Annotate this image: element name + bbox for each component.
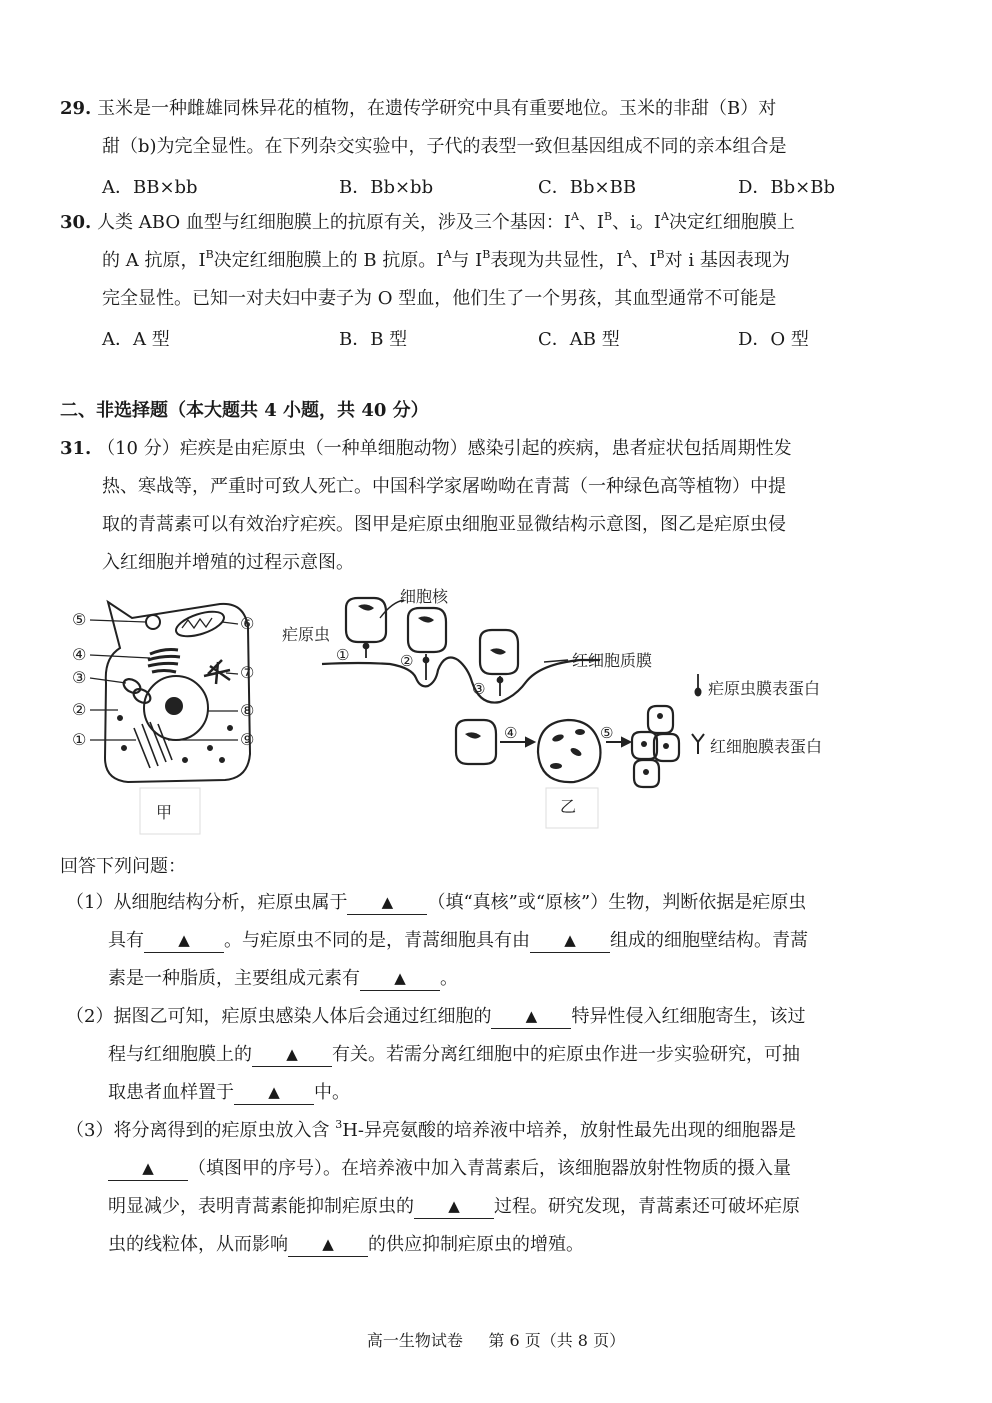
q30-text: 、I [631,250,657,271]
legend-parasite-protein: 疟原虫膜表蛋白 [708,679,821,698]
blank-marker: ▲ [564,931,576,949]
sup-a: A [570,210,579,223]
footer-page-number: 第 6 页（共 8 页） [488,1331,626,1350]
sub1-text: 组成的细胞壁结构。青蒿 [610,930,808,951]
sub1-text: 。与疟原虫不同的是，青蒿细胞具有由 [224,930,530,951]
answer-blank[interactable] [288,1232,368,1257]
yi-label-nucleus: 细胞核 [400,587,449,606]
answer-blank[interactable] [360,966,440,991]
q31-stem-1: （10 分）疟疾是由疟原虫（一种单细胞动物）感染引起的疾病，患者症状包括周期性发 [97,438,792,459]
sub3-text: 的供应抑制疟原虫的增殖。 [368,1234,584,1255]
figure-legend [692,674,704,754]
q30-text: 表现为共显性，I [490,250,624,271]
sup-a: A [660,210,669,223]
jia-label-7: ⑦ [240,663,255,682]
q31-stem-3: 取的青蒿素可以有效治疗疟疾。图甲是疟原虫细胞亚显微结构示意图，图乙是疟原虫侵 [102,514,786,535]
sup-3: 3 [335,1118,343,1131]
parasite-protein-icon [695,688,701,696]
q31-line1 [60,437,792,461]
q29-line1 [60,97,776,121]
sub3-text: （3）将分离得到的疟原虫放入含 [66,1120,336,1141]
answer-intro: 回答下列问题： [60,856,186,877]
yi-step-4: ④ [504,724,518,742]
q29-option-c: C．Bb×BB [538,177,637,198]
sub1-text: （填“真核”或“原核”）生物，判断依据是疟原虫 [427,892,807,913]
q29-stem-1: 玉米是一种雌雄同株异花的植物，在遗传学研究中具有重要地位。玉米的非甜（B）对 [97,98,777,119]
jia-label-8: ⑧ [240,701,255,720]
yi-label-rbc-membrane: 红细胞质膜 [572,651,653,670]
sup-b: B [205,248,214,261]
section-2-title: 二、非选择题（本大题共 4 小题，共 40 分） [60,400,429,421]
legend-rbc-protein: 红细胞膜表蛋白 [710,737,823,756]
q31-number: 31. [60,438,92,459]
sup-b: B [656,248,665,261]
q30-line2 [102,249,790,273]
sub1-text: 具有 [108,930,144,951]
q29-option-a: A．BB×bb [102,177,198,198]
jia-label-5: ⑤ [72,610,87,629]
q30-number: 30. [60,212,92,233]
sub2-text: 有关。若需分离红细胞中的疟原虫作进一步实验研究，可抽 [332,1044,800,1065]
q31-stem-4: 入红细胞并增殖的过程示意图。 [102,552,354,573]
blank-marker: ▲ [394,969,406,987]
sup-b: B [482,248,491,261]
jia-label-4: ④ [72,645,87,664]
answer-blank[interactable] [414,1194,494,1219]
sub2-text: 特异性侵入红细胞寄生，该过 [571,1006,806,1027]
yi-step-5: ⑤ [600,724,614,742]
q30-text: 、i。I [612,212,661,233]
q30-text: 与 I [451,250,483,271]
q30-options [102,325,862,349]
q29-stem-2: 甜（b)为完全显性。在下列杂交实验中，子代的表型一致但基因组成不同的亲本组合是 [102,136,787,157]
yi-step-2: ② [400,652,414,670]
jia-label-3: ③ [72,668,87,687]
blank-marker: ▲ [268,1083,280,1101]
sup-b: B [604,210,613,223]
q30-line1 [60,211,795,235]
sub3-text: 明显减少，表明青蒿素能抑制疟原虫的 [108,1196,414,1217]
q29-option-d: D．Bb×Bb [738,177,836,198]
answer-blank[interactable] [252,1042,332,1067]
sub1-text: 。 [440,968,458,989]
q30-option-b: B．B 型 [339,329,408,350]
q30-text: 决定红细胞膜上 [668,212,795,233]
blank-marker: ▲ [178,931,190,949]
sub1-line1 [66,891,806,916]
q30-option-a: A．A 型 [102,329,170,350]
sub3-text: （填图甲的序号）。在培养液中加入青蒿素后，该细胞器放射性物质的摄入量 [188,1158,791,1179]
sub2-text: 中。 [314,1082,350,1103]
answer-blank[interactable] [144,928,224,953]
footer-title: 高一生物试卷 [366,1331,463,1350]
q30-text: 的 A 抗原，I [102,250,206,271]
figure-jia-cell [105,602,250,782]
page-footer [0,1328,992,1351]
sub3-line4 [108,1233,584,1258]
sub3-line1 [66,1119,796,1143]
sub3-line3 [108,1195,800,1220]
blank-marker: ▲ [322,1235,334,1253]
answer-blank[interactable] [108,1156,188,1181]
sub2-line1 [66,1005,805,1030]
sub2-line2 [108,1043,800,1068]
jia-label-2: ② [72,700,87,719]
blank-marker: ▲ [381,893,394,911]
sup-a: A [623,248,632,261]
yi-step-1: ① [336,646,350,664]
q30-option-c: C．AB 型 [538,329,620,350]
q31-figure [60,578,880,836]
sub3-text: 过程。研究发现，青蒿素还可破坏疟原 [494,1196,800,1217]
figure-yi-nuclei [358,604,669,775]
sub2-text: 取患者血样置于 [108,1082,234,1103]
blank-marker: ▲ [286,1045,298,1063]
jia-label-1: ① [72,730,87,749]
sub3-line2 [108,1157,791,1182]
blank-marker: ▲ [142,1159,154,1177]
answer-blank[interactable] [491,1004,571,1029]
jia-label-6: ⑥ [240,614,255,633]
answer-blank[interactable] [347,890,427,915]
jia-caption: 甲 [156,803,173,822]
q30-text: 、I [578,212,605,233]
sub1-line2 [108,929,808,954]
sub1-line3 [108,967,458,992]
yi-step-3: ③ [472,680,486,698]
q31-stem-2: 热、寒战等，严重时可致人死亡。中国科学家屠呦呦在青蒿（一种绿色高等植物）中提 [102,476,786,497]
q30-text: 决定红细胞膜上的 B 抗原。I [213,250,444,271]
q30-text: 对 i 基因表现为 [664,250,790,271]
q29-option-b: B．Bb×bb [339,177,434,198]
sub2-text: （2）据图乙可知，疟原虫感染人体后会通过红细胞的 [66,1006,492,1027]
sup-a: A [443,248,452,261]
q29-number: 29. [60,98,92,119]
sub1-text: 素是一种脂质，主要组成元素有 [108,968,360,989]
yi-caption: 乙 [560,797,577,816]
sub2-text: 程与红细胞膜上的 [108,1044,252,1065]
sub1-text: （1）从细胞结构分析，疟原虫属于 [66,892,348,913]
sub3-text: 虫的线粒体，从而影响 [108,1234,288,1255]
q30-text: 人类 ABO 血型与红细胞膜上的抗原有关，涉及三个基因：I [97,212,571,233]
jia-label-9: ⑨ [240,730,255,749]
answer-blank[interactable] [234,1080,314,1105]
answer-blank[interactable] [530,928,610,953]
sub2-line3 [108,1081,350,1106]
yi-label-parasite: 疟原虫 [282,625,331,644]
blank-marker: ▲ [448,1197,460,1215]
rbc-protein-icon [692,734,704,754]
q30-option-d: D．O 型 [738,329,809,350]
blank-marker: ▲ [525,1007,538,1025]
q30-line3: 完全显性。已知一对夫妇中妻子为 O 型血，他们生了一个男孩，其血型通常不可能是 [102,288,777,309]
sub3-text: H-异亮氨酸的培养液中培养，放射性最先出现的细胞器是 [342,1120,796,1141]
q29-options [102,173,862,197]
